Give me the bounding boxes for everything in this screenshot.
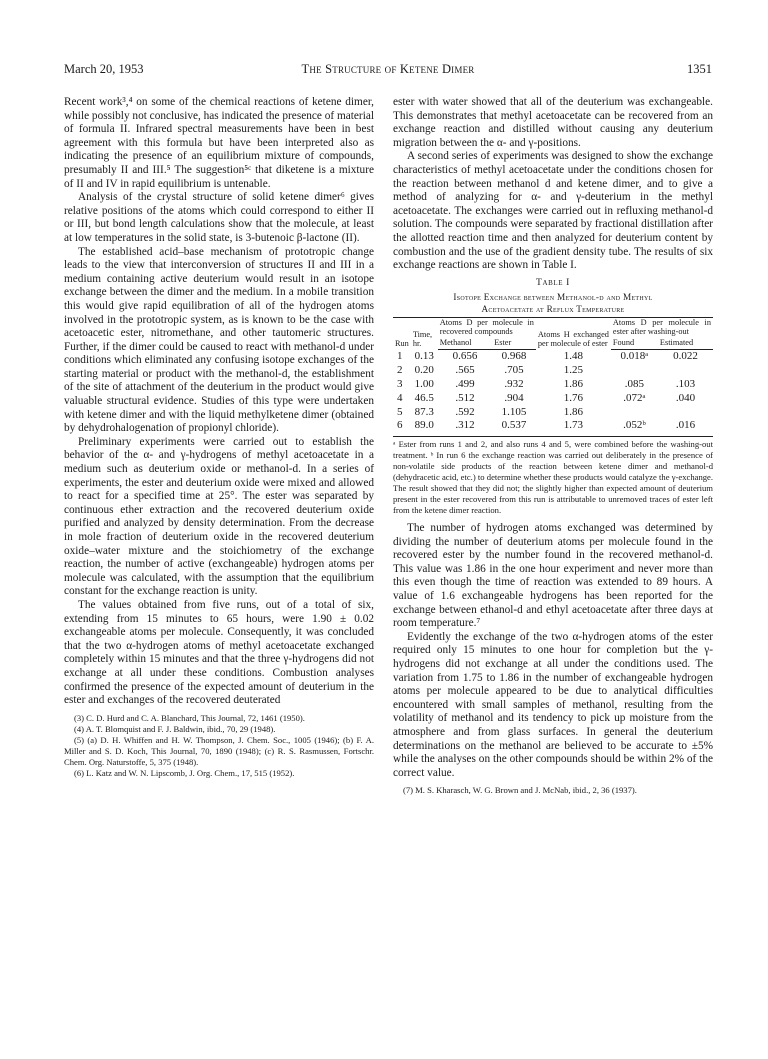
cell-found: 0.018ᵃ [620, 350, 649, 363]
cell-h-exchanged: 1.86 [563, 405, 584, 418]
col-header-group-recovered: Atoms D per molecule in recovered compounds [439, 318, 534, 337]
cell-time: 89.0 [414, 419, 434, 432]
cell-run: 5 [397, 405, 403, 418]
paragraph: Preliminary experiments were carried out to establish the behavior of the α- and γ-hydrogens of methyl acetoacetate in a medium such as deuterium oxide or methanol-d. In a series of experiments, the ester and deuterium oxide were mixed and allowed to react for a specified time at 25°. The ester was separated by continuous ether extraction and the recovered deuterium oxide purified and analyzed by density determination. From the decrease in mole fraction of deuterium oxide in the recovered deuterium oxide–water mixture and the stoichiometry of the exchange reaction, the number of active (exchangeable) hydrogen atoms per molecule was calculated, with the assumption that the equilibrium constant for the exchange reaction is unity. [64, 435, 374, 598]
running-header [64, 62, 712, 80]
cell-ester: .932 [504, 377, 524, 390]
footnote: (4) A. T. Blomquist and F. J. Baldwin, ibid., 70, 29 (1948). [74, 723, 276, 734]
footnote: (3) C. D. Hurd and C. A. Blanchard, This Journal, 72, 1461 (1950). [74, 712, 305, 723]
col-header-methanol: Methanol [438, 338, 492, 350]
cell-run: 3 [397, 377, 403, 390]
cell-h-exchanged: 1.48 [563, 350, 584, 363]
cell-methanol: .312 [455, 419, 475, 432]
right-column [393, 96, 713, 796]
cell-time: 0.13 [414, 350, 434, 363]
cell-found: .085 [624, 377, 645, 390]
col-header-run: Run [393, 318, 411, 350]
table-block [393, 276, 713, 516]
cell-methanol: 0.656 [452, 350, 478, 363]
paragraph: Recent work³,⁴ on some of the chemical reactions of ketene dimer, while possibly not conclusive, has indicated the presence of material of formula II. Infrared spectral measurements have been in best agreement with this formula but have been interpreted also as indicating the presence of an equilibrium mixture of compounds, presumably II and III.⁵ The suggestion⁵ᶜ that diketene is a mixture of II and IV in rapid equilibrium is untenable. [64, 96, 374, 190]
footnote: (5) (a) D. H. Whiffen and H. W. Thompson, J. Chem. Soc., 1005 (1946); (b) F. A. Miller and S. D. Koch, This Journal, 70, 1890 (1948); (c) R. S. Rasmussen, Fortschr. Chem. Org. Naturstoffe, 5, 375 (1948). [64, 734, 374, 767]
paragraph: Evidently the exchange of the two α-hydrogen atoms of the ester required only 15 minutes to one hour for completion but the γ-hydrogens did not exchange at all under the conditions used. The variation from 1.75 to 1.86 in the number of exchangeable hydrogen atoms per molecule appeared to be due to analytical difficulties encountered with small samples of methanol, resulting from the volatility of methanol and its tendency to pick up moisture from the atmosphere and from glass surfaces. In general the deuterium determinations on the methanol are believed to be accurate to ±5% while the analyses on the other compounds should be within 2% of the correct value. [393, 630, 713, 779]
table-label: Table I [536, 276, 570, 288]
cell-run: 6 [397, 419, 403, 432]
cell-methanol: .512 [455, 391, 475, 404]
footnote: (6) L. Katz and W. N. Lipscomb, J. Org. Chem., 17, 515 (1952). [74, 767, 295, 778]
col-header-h-exchanged: Atoms H exchanged per molecule of ester [536, 318, 611, 350]
col-header-estimated: Estimated [658, 338, 713, 350]
cell-h-exchanged: 1.73 [563, 419, 584, 432]
cell-h-exchanged: 1.25 [563, 364, 584, 377]
cell-run: 4 [397, 391, 403, 404]
cell-methanol: .565 [455, 364, 475, 377]
paragraph: The number of hydrogen atoms exchanged was determined by dividing the number of deuterium atoms per molecule found in the recovered ester by the number found in the recovered methanol-d. This value was 1.86 in the one hour experiment and never more than this even though the time of reaction was extended to 89 hours. A value of 1.6 exchangeable hydrogens has been reported for the exchange between ethanol-d and ethyl acetoacetate after three days at room temperature.⁷ [393, 522, 713, 630]
cell-estimated: .016 [675, 419, 696, 432]
cell-ester: .904 [504, 391, 524, 404]
cell-time: 87.3 [414, 405, 434, 418]
table-caption-line: Acetoacetate at Reflux Temperature [481, 304, 625, 315]
cell-estimated [658, 406, 713, 420]
cell-h-exchanged: 1.76 [563, 391, 584, 404]
col-header-group-ester: Atoms D per molecule in ester after washing-out [612, 318, 711, 337]
cell-ester: 0.537 [501, 419, 527, 432]
cell-methanol: .592 [455, 405, 475, 418]
table-row [393, 392, 713, 406]
paragraph: The values obtained from five runs, out of a total of six, extending from 15 minutes to 65 hours, were 1.90 ± 0.02 exchangeable atoms per molecule. Consequently, it was concluded that the two α-hydrogen atoms of methyl acetoacetate exchanged completely within 15 minutes and that the three γ-hydrogens did not exchange at all under these conditions. Combustion analyses confirmed the presence of the expected amount of deuterium in the ester and exchanges of the recovered deuterated [64, 598, 374, 707]
cell-estimated: .103 [675, 377, 696, 390]
table-notes: ᵃ Ester from runs 1 and 2, and also runs 4 and 5, were combined before the washing-out treatment. ᵇ In run 6 the exchange reaction was carried out deliberately in the presence of non-volatile side products of the reaction between ketene dimer and methanol-d (dehydracetic acid, etc.) to determine whether these products would catalyze the γ-exchange. The result showed that they did not; the slightly higher than expected amount of deuterium present in the ester recovered from this run is attributable to unremoved traces of ester left from the ketene dimer reaction. [393, 436, 713, 516]
col-header-time: Time, hr. [411, 318, 438, 350]
cell-found [611, 406, 658, 420]
cell-time: 46.5 [414, 391, 434, 404]
cell-time: 1.00 [414, 377, 434, 390]
cell-found [611, 364, 658, 378]
col-header-ester: Ester [492, 338, 536, 350]
cell-h-exchanged: 1.86 [563, 377, 584, 390]
cell-run: 2 [397, 364, 403, 377]
col-header-found: Found [611, 338, 658, 350]
cell-estimated: 0.022 [673, 350, 698, 363]
cell-found: .052ᵇ [623, 419, 646, 432]
cell-ester: 1.105 [501, 405, 527, 418]
paragraph: ester with water showed that all of the deuterium was exchangeable. This demonstrates that methyl acetoacetate can be recovered from an exchange reaction and distilled without causing any deuterium migration between the α- and γ-positions. [393, 96, 713, 149]
footnote: (7) M. S. Kharasch, W. G. Brown and J. McNab, ibid., 2, 36 (1937). [403, 785, 637, 796]
table-row [393, 350, 713, 364]
table-row [393, 419, 713, 433]
paragraph: The established acid–base mechanism of prototropic change leads to the view that interconversion of structures II and III in a medium containing active deuterium would result in an isotope exchange between the dimer and the medium. In a mobile transition this would give rapid equilibration of all of the hydrogen atoms involved in the prototropic system, as is known to be the case with acetoacetic ester, nitromethane, and other tautomeric structures. Further, if the dimer could be caused to react with methanol-d under conditions which eliminated any confusing isotope exchanges of the starting material or product with the methanol-d, the establishment of the site of attachment of the deuterium in the product would give valuable structural evidence. Studies of this type were undertaken with ketene dimer and with the liquid methylketene dimer (obtained by dehydrohalogenation of propionyl chloride). [64, 245, 374, 435]
exchange-table [393, 317, 713, 433]
table-caption [393, 291, 713, 315]
cell-estimated: .040 [675, 391, 696, 404]
table-row [393, 406, 713, 420]
header-date: March 20, 1953 [64, 62, 144, 76]
cell-methanol: .499 [455, 377, 475, 390]
cell-found: .072ᵃ [623, 391, 646, 404]
table-row [393, 378, 713, 392]
paragraph: A second series of experiments was designed to show the exchange characteristics of methyl acetoacetate under the conditions chosen for the reaction between methanol d and ketene dimer, and to give a method of analyzing for α- and γ-deuterium in the methyl acetoacetate. The exchanges were carried out in refluxing methanol-d solution. The compounds were separated by fractional distillation after the allotted reaction time and then analyzed for deuterium content by combustion and the use of the gradient density tube. The results of six exchange reactions are shown in Table I. [393, 150, 713, 272]
table-caption-line: Isotope Exchange between Methanol-d and Methyl [453, 292, 653, 303]
cell-run: 1 [397, 350, 403, 363]
cell-time: 0.20 [414, 364, 434, 377]
header-title: The Structure of Ketene Dimer [301, 62, 475, 76]
table-row [393, 364, 713, 378]
cell-estimated [658, 364, 713, 378]
left-column [64, 96, 374, 779]
cell-ester: 0.968 [501, 350, 527, 363]
header-page-number: 1351 [687, 62, 712, 76]
paragraph: Analysis of the crystal structure of solid ketene dimer⁶ gives relative positions of the atoms which could correspond to either II or III, but bond length calculations show that the molecule, at least at low temperatures in the solid state, is 3-butenoic β-lactone (II). [64, 191, 374, 244]
cell-ester: .705 [504, 364, 524, 377]
